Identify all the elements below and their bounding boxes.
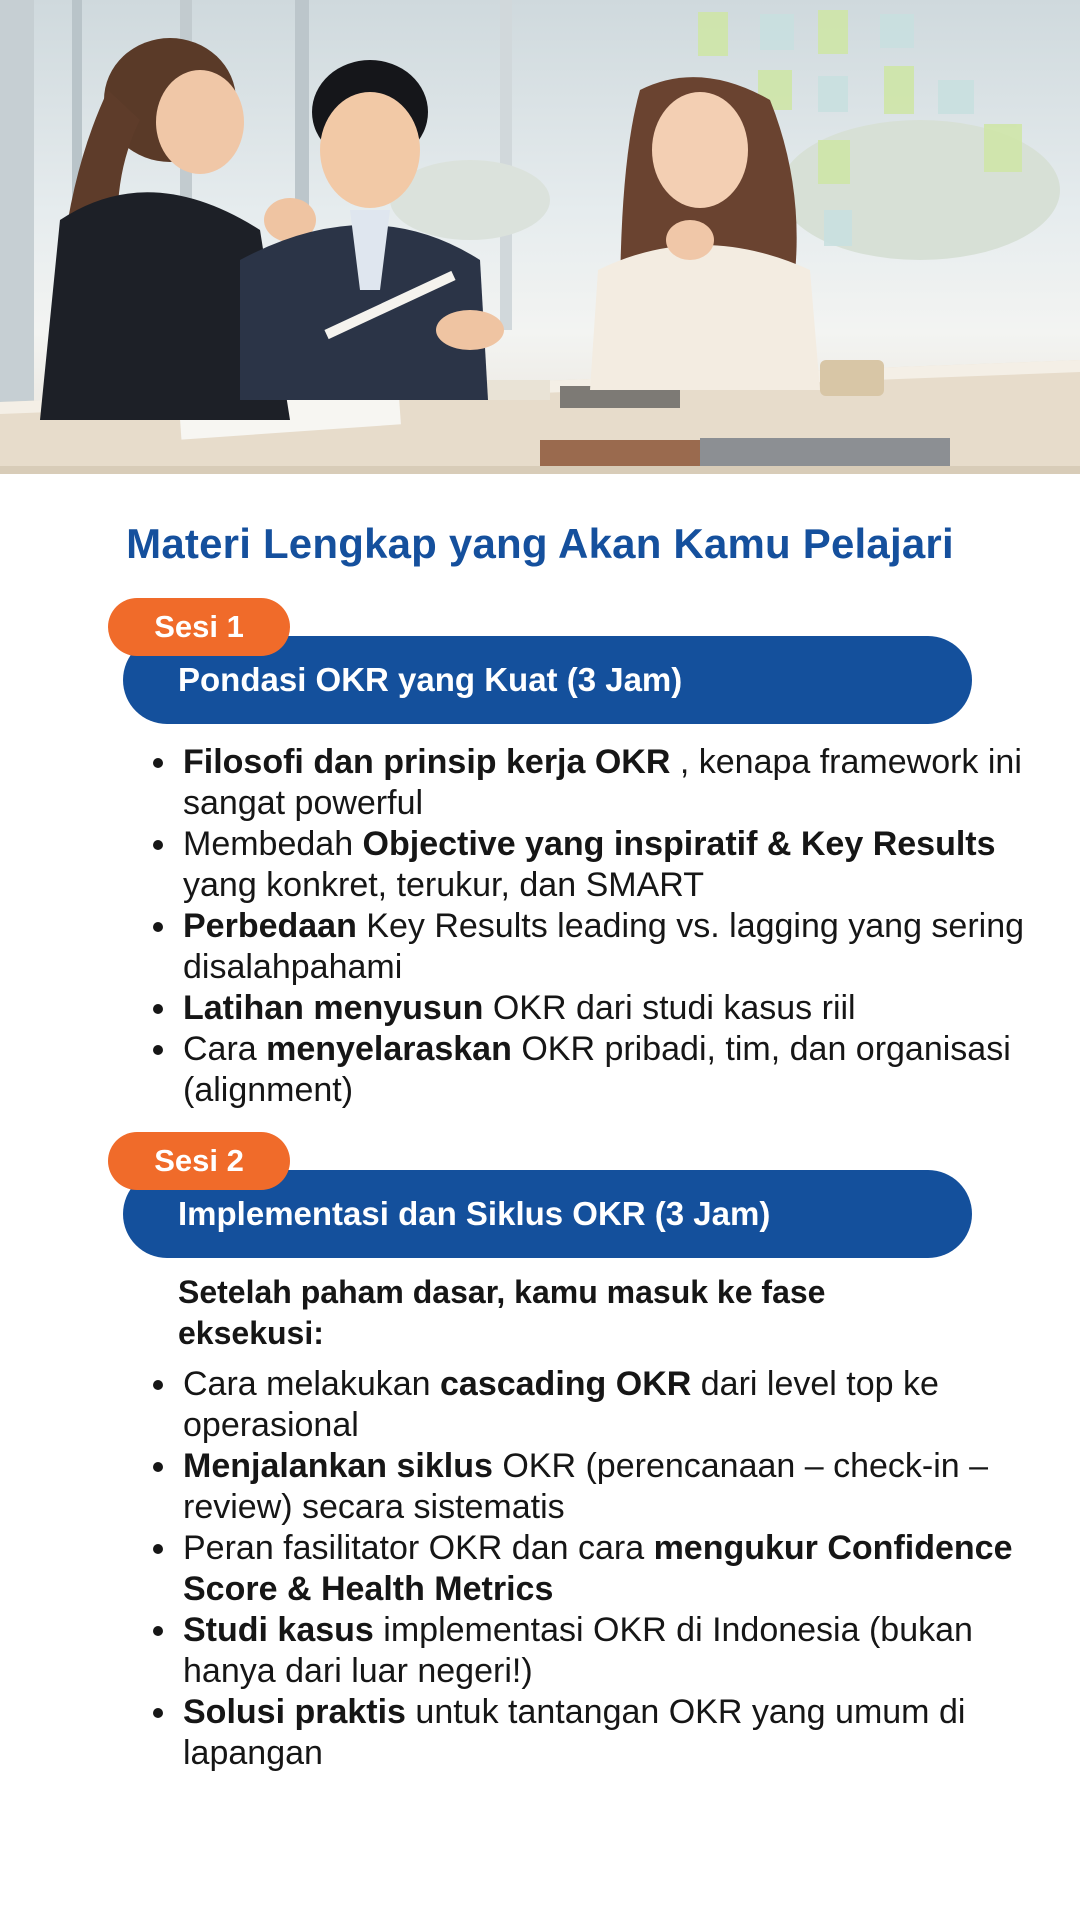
session-2-title: Implementasi dan Siklus OKR (3 Jam) <box>178 1195 771 1232</box>
hero-photo <box>0 0 1080 474</box>
session-2-intro: Setelah paham dasar, kamu masuk ke fase eksekusi: <box>178 1274 826 1351</box>
section-heading: Materi Lengkap yang Akan Kamu Pelajari <box>126 520 954 567</box>
hero-illustration <box>0 0 1080 474</box>
list-item: Cara melakukan cascading OKR dari level top ke operasional <box>183 1364 1033 1446</box>
session-2-tag: Sesi 2 <box>108 1132 290 1190</box>
list-item: Latihan menyusun OKR dari studi kasus riil <box>183 988 1033 1029</box>
list-item: Cara menyelaraskan OKR pribadi, tim, dan organisasi (alignment) <box>183 1029 1033 1111</box>
session-1-points <box>140 742 1033 1111</box>
session-1-title: Pondasi OKR yang Kuat (3 Jam) <box>178 661 683 698</box>
list-item: Peran fasilitator OKR dan cara mengukur Confidence Score & Health Metrics <box>183 1528 1033 1610</box>
list-item: Menjalankan siklus OKR (perencanaan – check-in – review) secara sistematis <box>183 1446 1033 1528</box>
list-item: Membedah Objective yang inspiratif & Key Results yang konkret, terukur, dan SMART <box>183 824 1033 906</box>
list-item: Studi kasus implementasi OKR di Indonesia (bukan hanya dari luar negeri!) <box>183 1610 1033 1692</box>
list-item: Solusi praktis untuk tantangan OKR yang umum di lapangan <box>183 1692 1033 1774</box>
session-2-points <box>140 1364 1033 1774</box>
person-right <box>590 77 820 390</box>
session-1-tag: Sesi 1 <box>108 598 290 656</box>
list-item: Filosofi dan prinsip kerja OKR , kenapa framework ini sangat powerful <box>183 742 1033 824</box>
list-item: Perbedaan Key Results leading vs. lagging yang sering disalahpahami <box>183 906 1033 988</box>
